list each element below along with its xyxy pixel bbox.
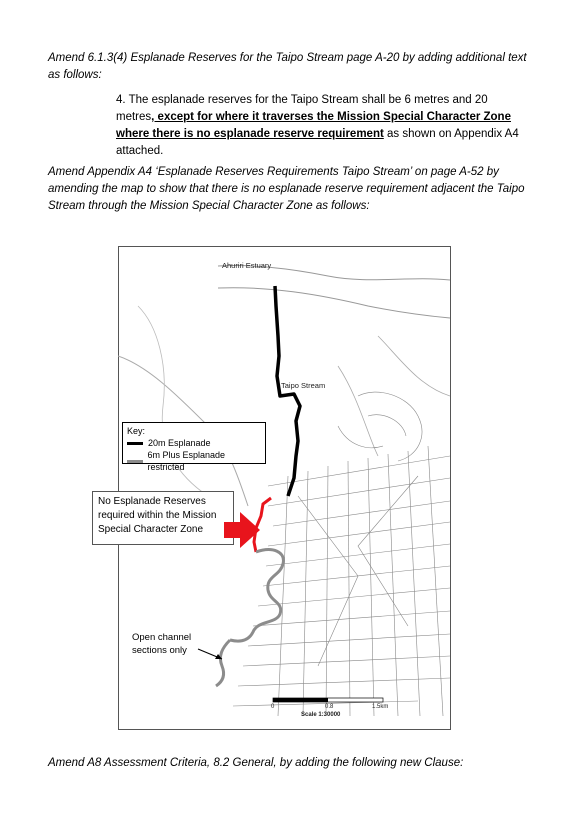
amend-instruction-2: Amend Appendix A4 ‘Esplanade Reserves Requirements Taipo Stream’ on page A-52 by amending the map to show that there is no esplanade reserve requirement adjacent the Taipo Stream through the Mission Special Character Zone as follows: [48, 166, 525, 212]
scale-label: Scale 1:30000 [301, 712, 341, 718]
no-reserve-callout: No Esplanade Reserves required within the Mission Special Character Zone [92, 491, 234, 545]
key-swatch-black [127, 442, 143, 445]
clause-item-4-highlight: , except for where it traverses the Mission Special Character Zone where there is no esplanade reserve requirement [116, 111, 511, 140]
scale-tick-0: 0 [271, 704, 275, 710]
esplanade-map [118, 246, 451, 730]
key-item-20m [127, 437, 261, 449]
open-channel-pointer-icon [196, 645, 226, 665]
red-arrow-icon [222, 510, 262, 550]
scale-tick-end: 1.5km [372, 704, 389, 710]
open-channel-label: Open channel sections only [132, 632, 192, 656]
key-swatch-gray [127, 460, 143, 463]
key-title: Key: [127, 426, 146, 436]
clause-item-4 [116, 92, 528, 160]
stream-label: Taipo Stream [281, 381, 326, 390]
clause-item-4-text: 4. The esplanade reserves for the Taipo Stream shall be 6 metres and 20 metres [116, 94, 488, 123]
amend-instruction-1: Amend 6.1.3(4) Esplanade Reserves for the Taipo Stream page A-20 by adding additional text as follows: [48, 52, 527, 81]
clause-item-4-suffix: as shown on Appendix A4 attached. [116, 128, 519, 157]
scale-tick-mid: 0.8 [325, 704, 334, 710]
key-label-20m: 20m Esplanade [148, 438, 211, 448]
amend-instruction-3: Amend A8 Assessment Criteria, 8.2 General, by adding the following new Clause: [48, 757, 464, 769]
estuary-label: Ahuriri Estuary [222, 261, 272, 270]
key-item-6m [127, 449, 261, 473]
map-key [122, 422, 266, 472]
key-label-6m: 6m Plus Esplanade restricted [147, 450, 226, 472]
map-canvas [118, 246, 451, 730]
